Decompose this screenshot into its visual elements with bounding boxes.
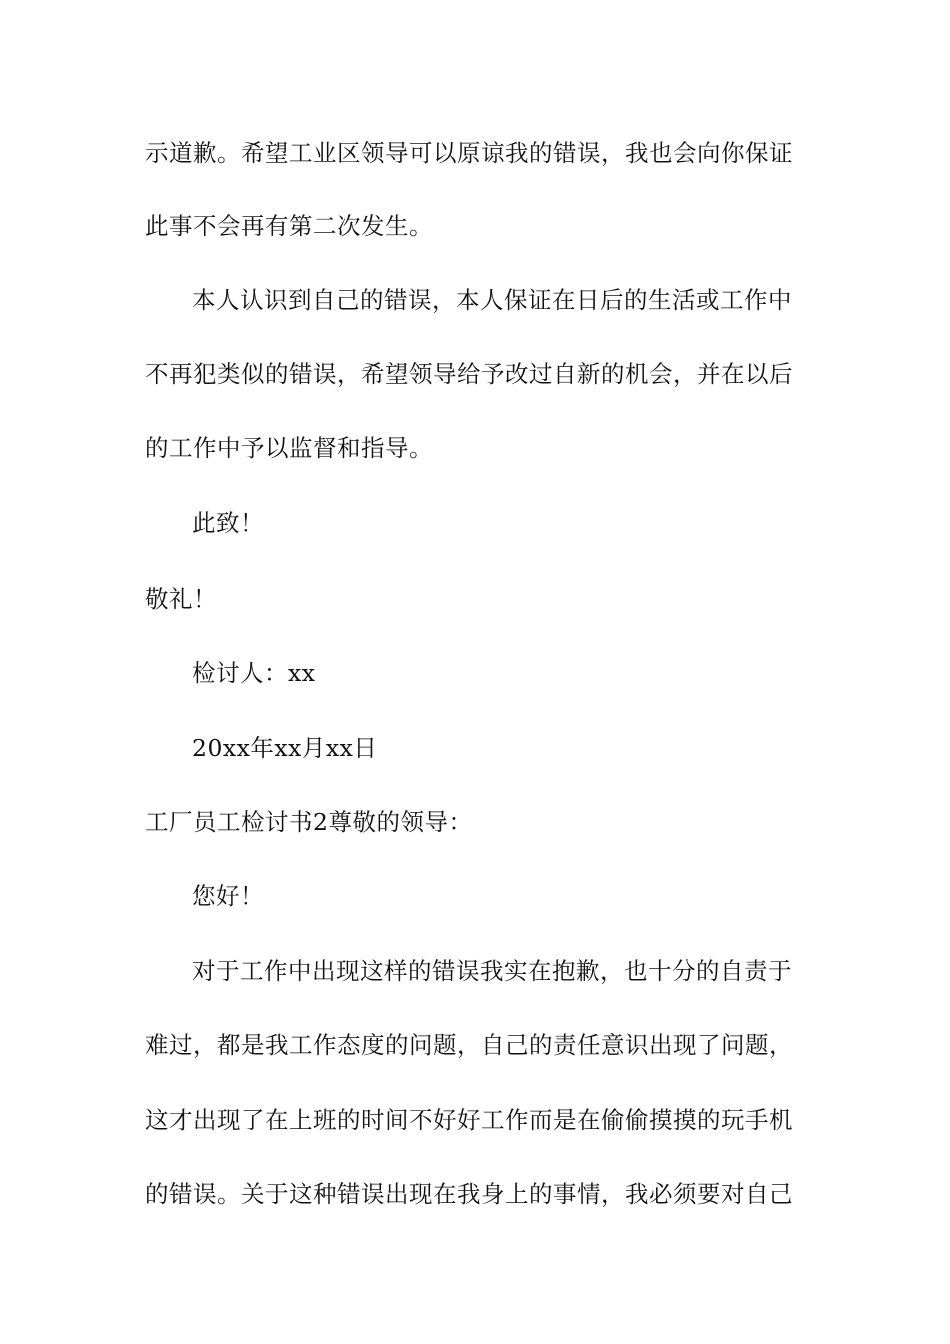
paragraph-line: 对于工作中出现这样的错误我实在抱歉，也十分的自责于 xyxy=(192,957,792,985)
text-line: 的工作中予以监督和指导。 xyxy=(145,434,433,462)
text-line: 不再犯类似的错误，希望领导给予改过自新的机会，并在以后 xyxy=(145,360,793,388)
paragraph-line: 本人认识到自己的错误，本人保证在日后的生活或工作中 xyxy=(192,286,792,314)
text-line: 难过，都是我工作态度的问题，自己的责任意识出现了问题， xyxy=(145,1031,793,1059)
text-line: 示道歉。希望工业区领导可以原谅我的错误，我也会向你保证 xyxy=(145,139,793,167)
text-line: 的错误。关于这种错误出现在我身上的事情，我必须要对自己 xyxy=(145,1180,793,1208)
text-line: 此事不会再有第二次发生。 xyxy=(145,212,433,240)
greeting: 您好！ xyxy=(192,882,264,910)
signature-name: 检讨人：xx xyxy=(192,659,316,687)
text-line: 这才出现了在上班的时间不好好工作而是在偷偷摸摸的玩手机 xyxy=(145,1106,793,1134)
closing-salutation: 此致！ xyxy=(192,509,264,537)
section-heading: 工厂员工检讨书2尊敬的领导： xyxy=(145,808,473,836)
closing-regards: 敬礼！ xyxy=(145,585,217,613)
signature-date: 20xx年xx月xx日 xyxy=(192,734,378,762)
